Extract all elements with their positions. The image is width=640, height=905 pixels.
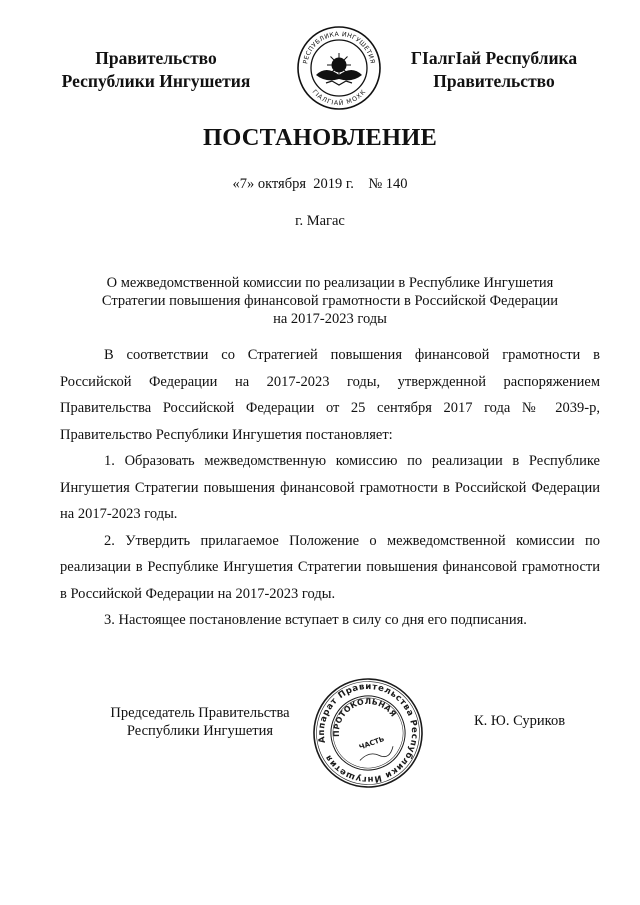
emblem-bottom-text: ГIАЛГIАЙ МОХК — [310, 88, 368, 108]
signatory-position — [100, 704, 300, 740]
clause-2-paragraph: 2. Утвердить прилагаемое Положение о межведомственной комиссии по реализации в Республике Ингушетия Стратегии повышения финансовой грамотности в Российской Федерации на 2017-2023 годы. — [60, 532, 600, 602]
clause-1-paragraph: 1. Образовать межведомственную комиссию по реализации в Республике Ингушетия Стратегии повышения финансовой грамотности в Российской Федерации на 2017-2023 годы. — [60, 453, 600, 522]
header-right-line2: Правительство — [433, 71, 555, 91]
date-line — [0, 176, 640, 193]
document-city: г. Магас — [295, 213, 345, 229]
signatory-position-line1: Председатель Правительства — [110, 705, 290, 721]
emblem-top-text: РЕСПУБЛИКА ИНГУШЕТИЯ — [302, 30, 376, 65]
document-date: «7» октября 2019 г. — [232, 176, 354, 192]
document-title: ПОСТАНОВЛЕНИЕ — [202, 124, 438, 151]
header-right — [386, 47, 602, 93]
subject-line-3: на 2017-2023 годы — [273, 311, 387, 327]
header-left-line2: Республики Ингушетия — [61, 71, 251, 91]
subject-line-1: О межведомственной комиссии по реализации в Республике Ингушетия — [106, 275, 554, 291]
clause-3-paragraph: 3. Настоящее постановление вступает в силу со дня его подписания. — [104, 612, 527, 628]
subject-line-2: Стратегии повышения финансовой грамотности в Российской Федерации — [101, 293, 559, 309]
header-left — [48, 47, 264, 93]
header-left-line1: Правительство — [95, 48, 217, 68]
signatory-position-line2: Республики Ингушетия — [126, 723, 274, 739]
signatory-name: К. Ю. Суриков — [474, 713, 566, 729]
document-number: № 140 — [368, 176, 408, 192]
document-subject — [60, 274, 600, 328]
svg-text:Аппарат Правительства Республи — [311, 676, 425, 790]
coat-of-arms-emblem — [296, 25, 382, 111]
preamble-paragraph: В соответствии со Стратегией повышения финансовой грамотности в Российской Федерации на 2017-2023 годы, утвержденной распоряжением Правительства Российской Федерации от 25 сентября 2017 года № 2039-р, Правительство Республики Ингушетия постановляет: — [60, 347, 600, 443]
stamp-ring-text: Аппарат Правительства Республики Ингушетия — [316, 681, 420, 785]
stamp-inner-bottom-text: ЧАСТЬ — [358, 735, 386, 752]
document-body — [60, 342, 600, 634]
official-stamp — [311, 676, 425, 790]
stamp-inner-top-text: ПРОТОКОЛЬНАЯ — [331, 696, 399, 738]
header-right-line1: ГIалгIай Республика — [410, 48, 578, 68]
